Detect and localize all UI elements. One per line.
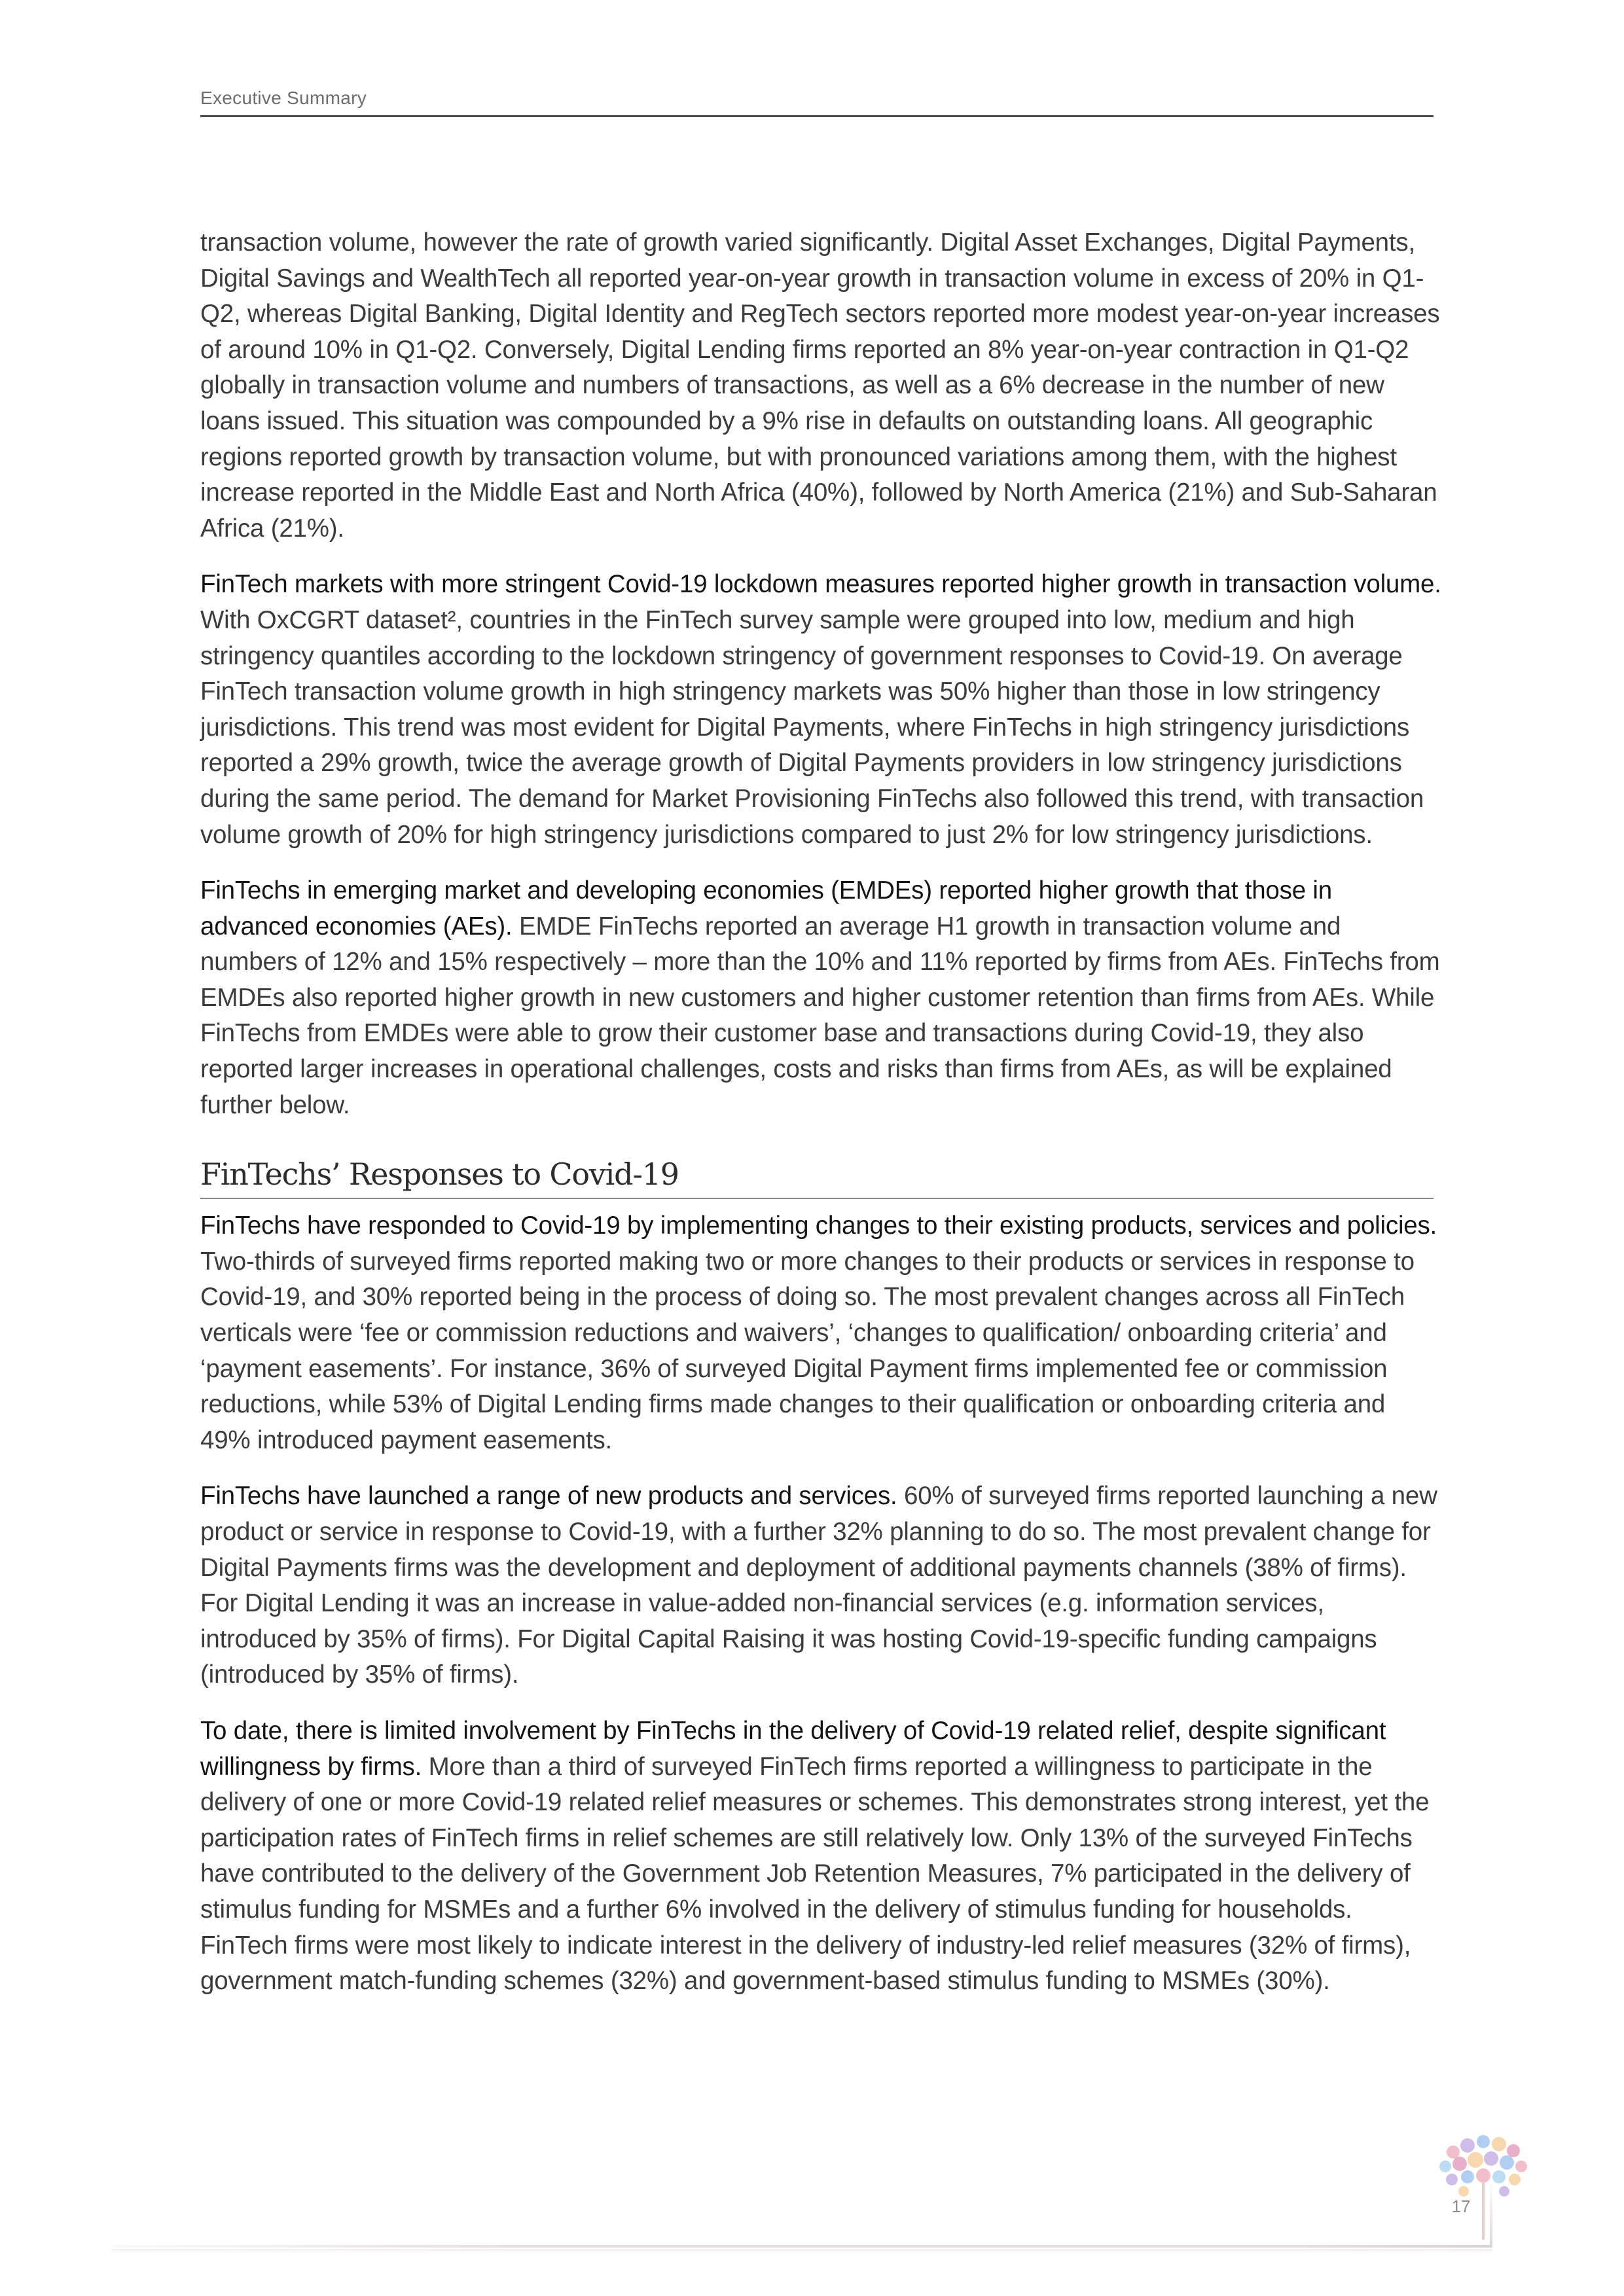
running-header-title: Executive Summary [200, 88, 367, 108]
paragraph-body: With OxCGRT dataset², countries in the FinTech survey sample were grouped into low, medium and high stringency quantiles according to the lockdown stringency of government responses to Covid-19. On average FinTech transaction volume growth in high stringency markets was 50% higher than those in low stringency jurisdictions. This trend was most evident for Digital Payments, where FinTechs in high stringency jurisdictions reported a 29% growth, twice the average growth of Digital Payments providers in low stringency jurisdictions during the same period. The demand for Market Provisioning FinTechs also followed this trend, with transaction volume growth of 20% for high stringency jurisdictions compared to just 2% for low stringency jurisdictions. [200, 605, 1424, 849]
paragraph-emde-growth [200, 873, 1441, 1123]
paragraph-lead: FinTechs in emerging market and developing economies (EMDEs) reported higher growth that those in advanced economies (AEs). [200, 876, 1332, 941]
section-heading: FinTechs’ Responses to Covid-19 [200, 1157, 679, 1193]
paragraph-new-products [200, 1479, 1441, 1693]
paragraph-body: EMDE FinTechs reported an average H1 growth in transaction volume and numbers of 12% and 15% respectively – more than the 10% and 11% reported by firms from AEs. FinTechs from EMDEs also reported higher growth in new customers and higher customer retention than firms from AEs. While FinTechs from EMDEs were able to grow their customer base and transactions during Covid-19, they also reported larger increases in operational challenges, costs and risks than firms from AEs, as will be explained further below. [200, 912, 1440, 1119]
paragraph-lead: To date, there is limited involvement by FinTechs in the delivery of Covid-19 related relief, despite significant willingness by firms. [200, 1716, 1386, 1781]
paragraph-body: Two-thirds of surveyed firms reported making two or more changes to their products or services in response to Covid-19, and 30% reported being in the process of doing so. The most prevalent changes across all FinTech verticals were ‘fee or commission reductions and waivers’, ‘changes to qualification/ onboarding criteria’ and ‘payment easements’. For instance, 36% of surveyed Digital Payment firms implemented fee or commission reductions, while 53% of Digital Lending firms made changes to their qualification or onboarding criteria and 49% introduced payment easements. [200, 1247, 1415, 1454]
footer-corner-rule [1490, 2179, 1492, 2248]
paragraph-lockdown-stringency [200, 567, 1441, 853]
paragraph-lead: FinTechs have responded to Covid-19 by implementing changes to their existing products, services and policies. [200, 1211, 1437, 1240]
paragraph-body: More than a third of surveyed FinTech firms reported a willingness to participate in the delivery of one or more Covid-19 related relief measures or schemes. This demonstrates strong interest, yet the participation rates of FinTech firms in relief schemes are still relatively low. Only 13% of the surveyed FinTechs have contributed to the delivery of the Government Job Retention Measures, 7% participated in the delivery of stimulus funding for MSMEs and a further 6% involved in the delivery of stimulus funding for households. FinTech firms were most likely to indicate interest in the delivery of industry-led relief measures (32% of firms), government match-funding schemes (32%) and government-based stimulus funding to MSMEs (30%). [200, 1752, 1430, 1996]
page-content [200, 225, 1441, 2020]
paragraph-relief-involvement [200, 1713, 1441, 2000]
tree-dots-logo-icon [1427, 2127, 1551, 2251]
paragraph-transaction-volume [200, 225, 1441, 547]
paragraph-lead: FinTechs have launched a range of new products and services. [200, 1482, 897, 1511]
section-rule [200, 1198, 1434, 1199]
paragraph-body: transaction volume, however the rate of growth varied significantly. Digital Asset Exchanges, Digital Payments, Digital Savings and WealthTech all reported year-on-year growth in transaction volume in excess of 20% in Q1-Q2, whereas Digital Banking, Digital Identity and RegTech sectors reported more modest year-on-year increases of around 10% in Q1-Q2. Conversely, Digital Lending firms reported an 8% year-on-year contraction in Q1-Q2 globally in transaction volume and numbers of transactions, as well as a 6% decrease in the number of new loans issued. This situation was compounded by a 9% rise in defaults on outstanding loans. All geographic regions reported growth by transaction volume, but with pronounced variations among them, with the highest increase reported in the Middle East and North Africa (40%), followed by North America (21%) and Sub-Saharan Africa (21%). [200, 228, 1440, 543]
paragraph-product-changes [200, 1208, 1441, 1458]
paragraph-body: 60% of surveyed firms reported launching a new product or service in response to Covid-19, with a further 32% planning to do so. The most prevalent change for Digital Payments firms was the development and deployment of additional payments channels (38% of firms). For Digital Lending it was an increase in value-added non-financial services (e.g. information services, introduced by 35% of firms). For Digital Capital Raising it was hosting Covid-19-specific funding campaigns (introduced by 35% of firms). [200, 1482, 1437, 1689]
footer-rule [111, 2245, 1492, 2248]
footer-rule-shadow [111, 2249, 1492, 2253]
page-number: 17 [1451, 2197, 1471, 2216]
paragraph-lead: FinTech markets with more stringent Covid-19 lockdown measures reported higher growth in transaction volume. [200, 570, 1441, 599]
header-rule [200, 115, 1434, 117]
